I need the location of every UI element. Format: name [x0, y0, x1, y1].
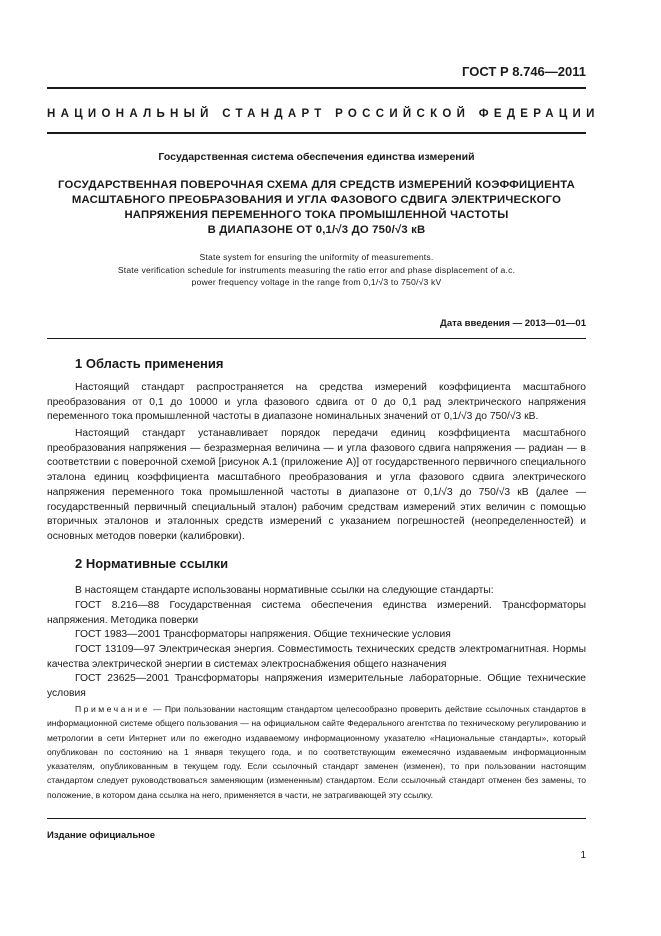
note [47, 702, 586, 802]
english-title [47, 251, 586, 289]
section-1-heading: 1 Область применения [75, 356, 224, 371]
reference-item: ГОСТ 8.216—88 Государственная система обеспечения единства измерений. Трансформаторы напряжения. Методика поверки [47, 600, 586, 626]
english-title-line: State verification schedule for instruments measuring the ratio error and phase displacement of a.c. [117, 264, 516, 275]
main-title-line: НАПРЯЖЕНИЯ ПЕРЕМЕННОГО ТОКА ПРОМЫШЛЕННОЙ ЧАСТОТЫ [124, 209, 509, 221]
main-title-line: МАСШТАБНОГО ПРЕОБРАЗОВАНИЯ И УГЛА ФАЗОВОГО СДВИГА ЭЛЕКТРИЧЕСКОГО [71, 194, 562, 206]
introduction-date: Дата введения — 2013—01—01 [440, 318, 586, 329]
reference-item: ГОСТ 13109—97 Электрическая энергия. Совместимость технических средств электромагнитная. Нормы качества электрической энергии в системах электроснабжения общего назначения [47, 644, 586, 670]
section-1-paragraph: Настоящий стандарт распространяется на средства измерений коэффициента масштабного преобразования от 0,1 до 10000 и угла фазового сдвига от 0 до 0,1 рад электрического напряжения переменного тока промышленной частоты в диапазоне номинальных значений от 0,1/√3 до 750/√3 кВ. [47, 382, 586, 423]
main-title-line: В ДИАПАЗОНЕ ОТ 0,1/√3 ДО 750/√3 кВ [207, 224, 426, 236]
reference-item: ГОСТ 23625—2001 Трансформаторы напряжения измерительные лабораторные. Общие технические условия [47, 673, 586, 699]
english-title-line: power frequency voltage in the range from 0,1/√3 to 750/√3 kV [191, 277, 442, 287]
gost-code: ГОСТ Р 8.746—2011 [462, 64, 586, 79]
footer-rule [47, 818, 586, 819]
date-rule [47, 338, 586, 339]
section-1-paragraph: Настоящий стандарт устанавливает порядок передачи единиц коэффициента масштабного преобразования напряжения — безразмерная величина — и угла фазового сдвига напряжения — радиан — в соответствии с поверочной схемой [рисунок А.1 (приложение А)] от государственного первичного специального эталона единиц коэффициента масштабного преобразования и угла фазового сдвига электрического напряжения переменного тока промышленной частоты в диапазоне от 0,1/√3 до 750/√3 кВ (далее — государственный первичный специальный эталон) рабочим средствам измерений этих величин с помощью вторичных эталонов и эталонных средств измерений с указанием погрешностей (неопределенностей) и основных методов поверки (калибровки). [47, 428, 586, 542]
standard-banner: НАЦИОНАЛЬНЫЙ СТАНДАРТ РОССИЙСКОЙ ФЕДЕРАЦИИ [47, 108, 600, 120]
page-number: 1 [580, 850, 586, 861]
header-rule-bottom [47, 132, 586, 134]
references-intro: В настоящем стандарте использованы нормативные ссылки на следующие стандарты: [75, 585, 494, 596]
main-title-line: ГОСУДАРСТВЕННАЯ ПОВЕРОЧНАЯ СХЕМА ДЛЯ СРЕДСТВ ИЗМЕРЕНИЙ КОЭФФИЦИЕНТА [58, 179, 575, 191]
note-label: Примечание [75, 704, 150, 714]
note-text: — При пользовании настоящим стандартом целесообразно проверить действие ссылочных стандартов в информационной системе общего пользования — на официальном сайте Федерального агентства по техническому регулированию и метрологии в сети Интернет или по ежегодно издаваемому информационному указателю «Национальные стандарты», который опубликован по состоянию на 1 января текущего года, и по соответствующим ежемесячно издаваемым информационным указателям, опубликованным в текущем году. Если ссылочный стандарт заменен (изменен), то при пользовании настоящим стандартом следует руководствоваться заменяющим (измененным) стандартом. Если ссылочный стандарт отменен без замены, то положение, в котором дана ссылка на него, применяется в части, не затрагивающей эту ссылку. [47, 704, 586, 800]
english-title-line: State system for ensuring the uniformity of measurements. [199, 252, 434, 262]
section-2-heading: 2 Нормативные ссылки [75, 556, 229, 571]
edition-label: Издание официальное [47, 830, 155, 841]
system-title: Государственная система обеспечения единства измерений [158, 151, 475, 163]
header-rule-top [47, 87, 586, 89]
main-title [47, 178, 586, 238]
reference-item: ГОСТ 1983—2001 Трансформаторы напряжения. Общие технические условия [75, 629, 451, 640]
